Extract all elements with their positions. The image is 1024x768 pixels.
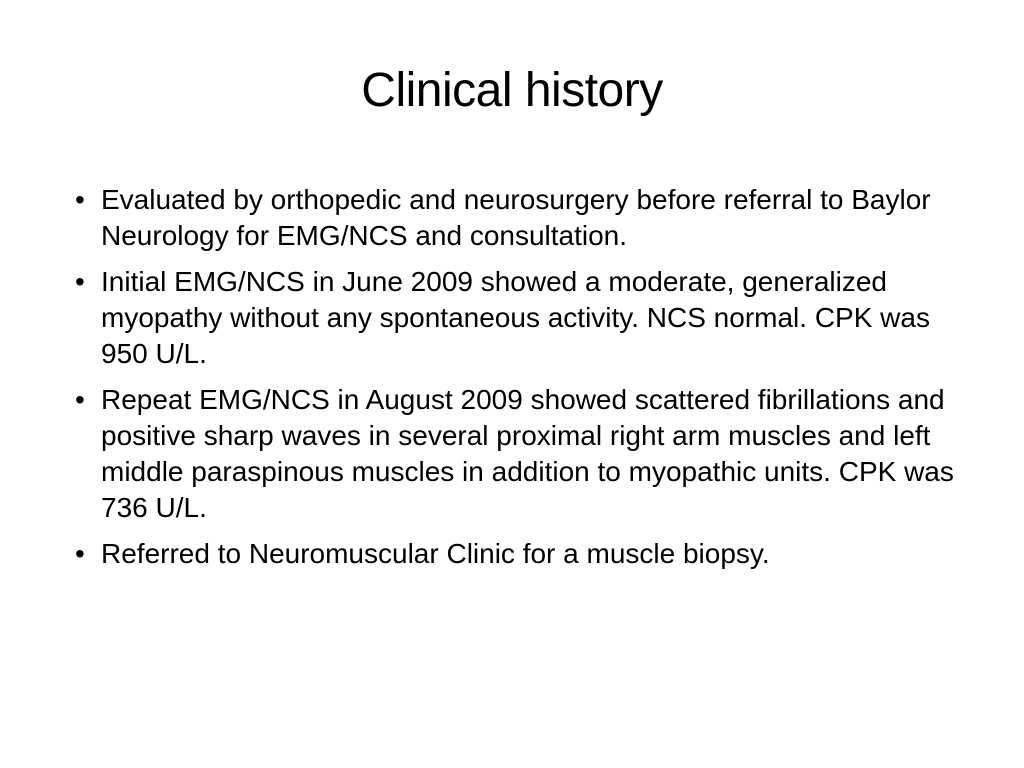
bullet-marker: • (75, 384, 85, 415)
bullet-item-repeat-emg (75, 382, 955, 526)
bullet-text-initial-emg: Initial EMG/NCS in June 2009 showed a moderate, generalized myopathy without any spontaneous activity. NCS normal. CPK was 950 U/L. (101, 266, 930, 369)
bullet-text-repeat-emg: Repeat EMG/NCS in August 2009 showed scattered fibrillations and positive sharp waves in several proximal right arm muscles and left middle paraspinous muscles in addition to myopathic units. CPK was 736 U/L. (101, 384, 954, 523)
bullet-list (75, 182, 955, 582)
bullet-text-evaluation: Evaluated by orthopedic and neurosurgery before referral to Baylor Neurology for EMG/NCS and consultation. (101, 184, 931, 251)
bullet-marker: • (75, 266, 85, 297)
bullet-marker: • (75, 538, 85, 569)
slide-title: Clinical history (361, 64, 663, 117)
bullet-item-evaluation (75, 182, 955, 254)
bullet-item-initial-emg (75, 264, 955, 372)
bullet-item-referral (75, 536, 955, 572)
bullet-marker: • (75, 184, 85, 215)
bullet-text-referral: Referred to Neuromuscular Clinic for a muscle biopsy. (101, 538, 770, 569)
